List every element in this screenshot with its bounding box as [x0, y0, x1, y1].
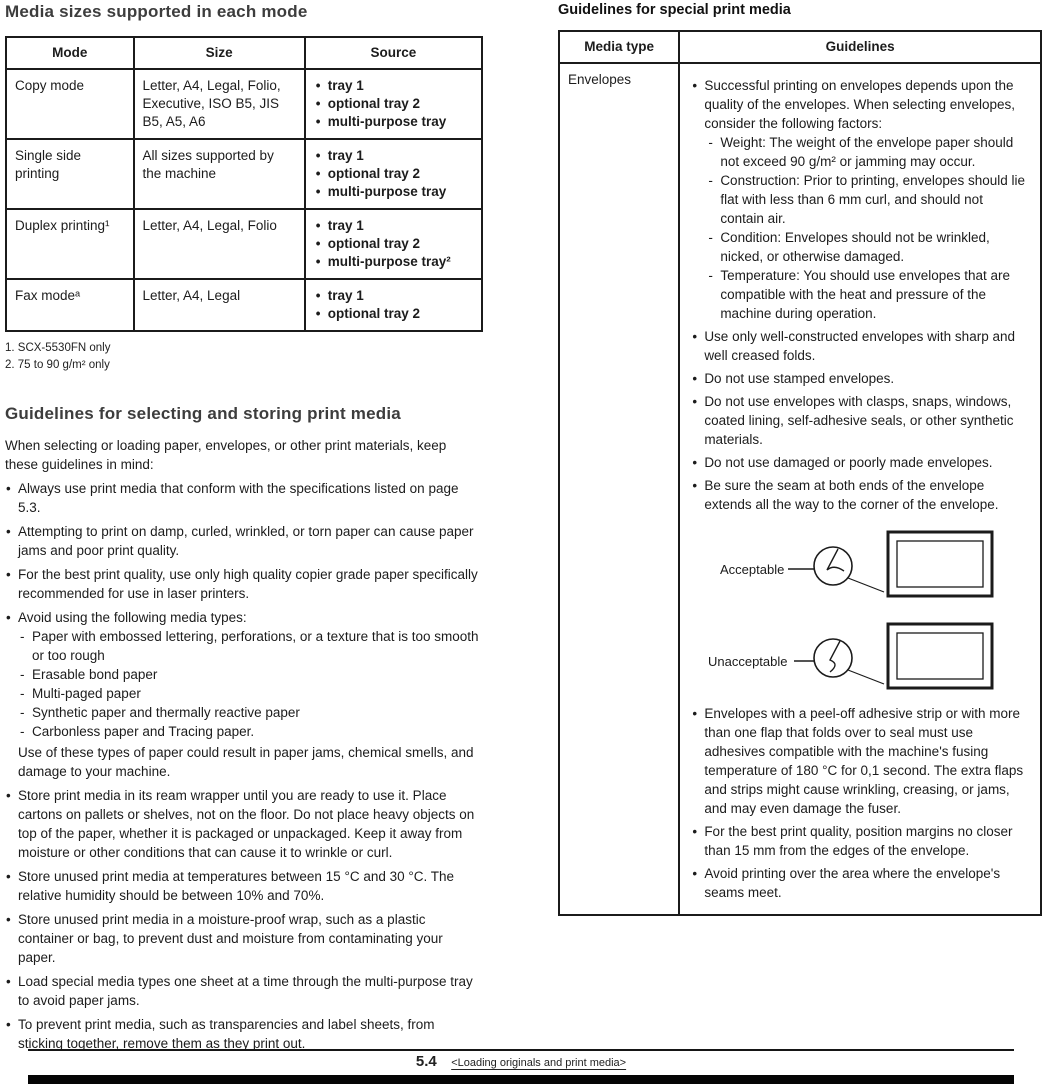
col-header-guidelines: Guidelines	[679, 31, 1041, 63]
table-header-row	[559, 31, 1041, 63]
list-item: • Be sure the seam at both ends of the envelope extends all the way to the corner of the envelope.	[690, 476, 1030, 514]
sub-list-item: - Construction: Prior to printing, envelopes should lie flat with less than 6 mm curl, and should not contain air.	[708, 171, 1030, 228]
cell-media-type: Envelopes	[559, 63, 679, 915]
source-item: • tray 1	[314, 217, 473, 235]
col-header-media-type: Media type	[559, 31, 679, 63]
cell-mode: Single side printing	[6, 139, 134, 209]
footnote: 2. 75 to 90 g/m² only	[5, 359, 110, 371]
cell-source	[305, 139, 482, 209]
list-item-continuation: Use of these types of paper could result in paper jams, chemical smells, and damage to your machine.	[18, 745, 474, 779]
footnote: 1. SCX-5530FN only	[5, 342, 111, 354]
special-media-table	[558, 30, 1042, 916]
cell-size: All sizes supported by the machine	[134, 139, 305, 209]
envelope-diagrams	[702, 526, 1030, 696]
source-item: • multi-purpose tray	[314, 113, 473, 131]
cell-source	[305, 69, 482, 139]
unacceptable-label: Unacceptable	[708, 654, 788, 669]
footer-bar	[28, 1075, 1014, 1084]
detail-connector-line	[848, 578, 884, 592]
sub-list-item: - Weight: The weight of the envelope paper should not exceed 90 g/m² or jamming may occur.	[708, 133, 1030, 171]
table-row	[6, 209, 482, 279]
source-item: • optional tray 2	[314, 305, 473, 323]
page-footer	[0, 1053, 1042, 1071]
cell-mode: Copy mode	[6, 69, 134, 139]
table-row	[6, 69, 482, 139]
cell-size: Letter, A4, Legal	[134, 279, 305, 331]
sub-list-item: - Paper with embossed lettering, perforations, or a texture that is too smooth or too rough	[20, 627, 483, 665]
sub-list-item: - Synthetic paper and thermally reactive paper	[20, 703, 483, 722]
page-number: 5.4	[415, 1053, 437, 1070]
sub-list-item: - Multi-paged paper	[20, 684, 483, 703]
unacceptable-envelope-diagram	[702, 618, 1022, 696]
cell-mode: Duplex printing¹	[6, 209, 134, 279]
cell-size: Letter, A4, Legal, Folio	[134, 209, 305, 279]
source-item: • optional tray 2	[314, 235, 473, 253]
cell-source	[305, 279, 482, 331]
list-item-text: Avoid using the following media types:	[18, 610, 247, 625]
cell-mode: Fax modeᵃ	[6, 279, 134, 331]
list-item: • Load special media types one sheet at a time through the multi-purpose tray to avoid paper jams.	[5, 972, 483, 1010]
right-column	[558, 2, 1042, 1053]
source-item: • tray 1	[314, 287, 473, 305]
source-item: • tray 1	[314, 77, 473, 95]
col-header-size: Size	[134, 37, 305, 69]
sub-list-item: - Temperature: You should use envelopes that are compatible with the heat and pressure of the machine during operation.	[708, 266, 1030, 323]
list-item	[5, 608, 483, 781]
list-item: • Envelopes with a peel-off adhesive strip or with more than one flap that folds over to seal must use adhesives compatible with the machine's fusing temperature of 180 °C for 0,1 second. The extra flaps and strips might cause wrinkling, creasing, or jams, and may even damage the fuser.	[690, 704, 1030, 818]
table-row	[6, 139, 482, 209]
list-item: • Store unused print media at temperatures between 15 °C and 30 °C. The relative humidity should be between 10% and 70%.	[5, 867, 483, 905]
list-item: • Do not use stamped envelopes.	[690, 369, 1030, 388]
list-item	[690, 76, 1030, 323]
intro-paragraph: When selecting or loading paper, envelopes, or other print materials, keep these guidelines in mind:	[5, 438, 447, 472]
heading-selecting-storing: Guidelines for selecting and storing print media	[5, 404, 401, 423]
sub-list-item: - Carbonless paper and Tracing paper.	[20, 722, 483, 741]
source-item: • multi-purpose tray	[314, 183, 473, 201]
source-item: • optional tray 2	[314, 95, 473, 113]
list-item: • For the best print quality, position margins no closer than 15 mm from the edges of the envelope.	[690, 822, 1030, 860]
footer-caption: <Loading originals and print media>	[451, 1057, 627, 1069]
list-item: • Store unused print media in a moisture-proof wrap, such as a plastic container or bag, to prevent dust and moisture from contaminating your paper.	[5, 910, 483, 967]
table-header-row	[6, 37, 482, 69]
list-item: • Attempting to print on damp, curled, wrinkled, or torn paper can cause paper jams and poor print quality.	[5, 522, 483, 560]
list-item: • Store print media in its ream wrapper until you are ready to use it. Place cartons on pallets or shelves, not on the floor. Do not place heavy objects on top of the paper, whether it is packaged or unpackaged. Keep it away from moisture or other conditions that can cause it to wrinkle or curl.	[5, 786, 483, 862]
source-item: • multi-purpose tray²	[314, 253, 473, 271]
list-item: • For the best print quality, use only high quality copier grade paper specifically recommended for use in laser printers.	[5, 565, 483, 603]
sub-list-item: - Condition: Envelopes should not be wrinkled, nicked, or otherwise damaged.	[708, 228, 1030, 266]
table-row	[559, 63, 1041, 915]
cell-guidelines	[679, 63, 1041, 915]
sub-list-item: - Erasable bond paper	[20, 665, 483, 684]
magnifier-circle	[814, 639, 852, 677]
table-row	[6, 279, 482, 331]
table-footnotes	[5, 340, 483, 374]
acceptable-label: Acceptable	[720, 562, 785, 577]
list-item-text: Successful printing on envelopes depends upon the quality of the envelopes. When selecting envelopes, consider the following factors:	[704, 78, 1016, 131]
list-item: • To prevent print media, such as transparencies and label sheets, from sticking together, remove them as they print out.	[5, 1015, 483, 1053]
col-header-mode: Mode	[6, 37, 134, 69]
cell-source	[305, 209, 482, 279]
acceptable-envelope-diagram	[702, 526, 1022, 604]
heading-special-print-media: Guidelines for special print media	[558, 2, 791, 18]
source-item: • tray 1	[314, 147, 473, 165]
heading-media-sizes: Media sizes supported in each mode	[5, 2, 308, 21]
list-item: • Do not use envelopes with clasps, snaps, windows, coated lining, self-adhesive seals, or other synthetic materials.	[690, 392, 1030, 449]
left-column	[5, 2, 483, 1053]
footer-rule	[28, 1049, 1014, 1051]
magnifier-circle	[814, 547, 852, 585]
media-sizes-table	[5, 36, 483, 332]
detail-connector-line	[848, 670, 884, 684]
guidelines-list	[5, 479, 483, 1053]
list-item: • Do not use damaged or poorly made envelopes.	[690, 453, 1030, 472]
list-item: • Use only well-constructed envelopes with sharp and well creased folds.	[690, 327, 1030, 365]
source-item: • optional tray 2	[314, 165, 473, 183]
list-item: • Avoid printing over the area where the envelope's seams meet.	[690, 864, 1030, 902]
cell-size: Letter, A4, Legal, Folio, Executive, ISO B5, JIS B5, A5, A6	[134, 69, 305, 139]
col-header-source: Source	[305, 37, 482, 69]
list-item: • Always use print media that conform with the specifications listed on page 5.3.	[5, 479, 483, 517]
